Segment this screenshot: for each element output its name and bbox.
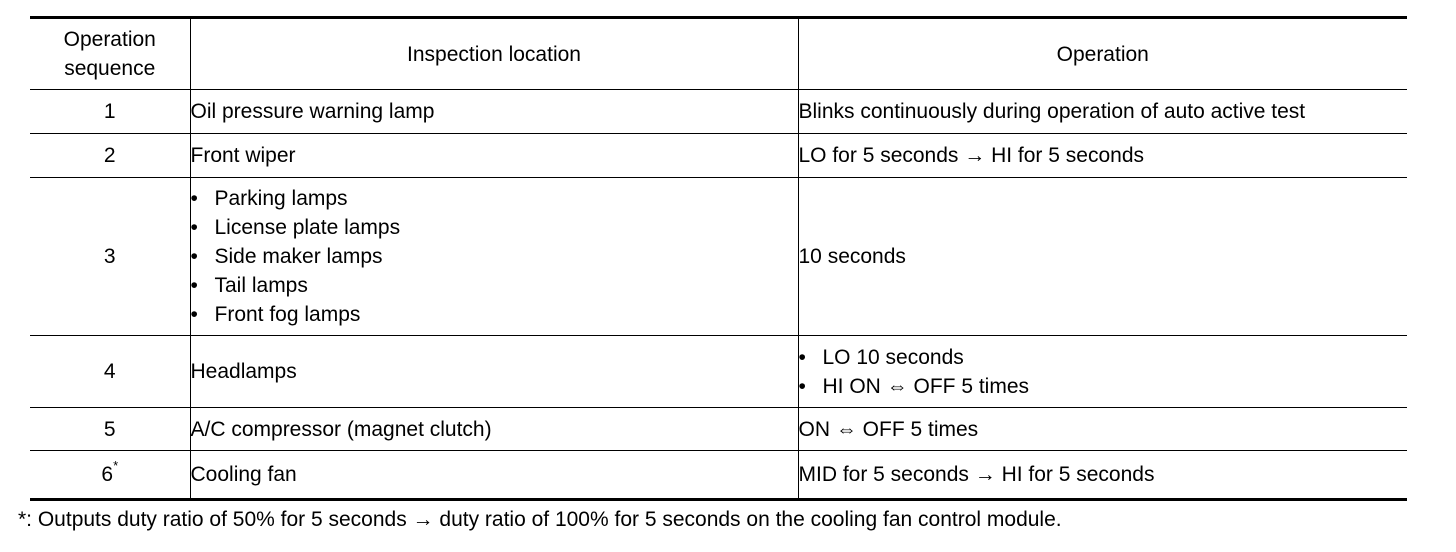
operation-sequence-table (30, 16, 1407, 501)
bullet-icon: • (190, 216, 198, 239)
operation-cell: Blinks continuously during operation of auto active test (798, 90, 1407, 134)
sequence-cell: 1 (30, 90, 190, 134)
header-operation: Operation (798, 18, 1407, 90)
table-header-row (30, 18, 1407, 90)
list-item (191, 242, 798, 271)
sequence-cell: 3 (30, 178, 190, 336)
inspection-location-cell: Cooling fan (190, 451, 798, 500)
sequence-cell: 5 (30, 408, 190, 451)
operation-sequence-table-container (30, 16, 1407, 501)
footnote-marker: * (113, 458, 119, 473)
sequence-cell (30, 451, 190, 500)
table-row (30, 451, 1407, 500)
bullet-icon: • (190, 187, 198, 210)
operation-cell: ON ⇔ OFF 5 times (798, 408, 1407, 451)
inspection-location-cell (190, 178, 798, 336)
table-row (30, 178, 1407, 336)
sequence-number: 6 (101, 463, 114, 486)
list-item-text: HI ON ⇔ OFF 5 times (822, 374, 1030, 398)
inspection-location-cell: A/C compressor (magnet clutch) (190, 408, 798, 451)
table-row (30, 336, 1407, 408)
list-item-text: Tail lamps (214, 274, 308, 297)
operation-cell: LO for 5 seconds → HI for 5 seconds (798, 134, 1407, 178)
table-row (30, 90, 1407, 134)
header-operation-sequence (30, 18, 190, 90)
list-item-text: Front fog lamps (214, 303, 361, 326)
inspection-location-list (191, 184, 798, 329)
operation-cell: MID for 5 seconds → HI for 5 seconds (798, 451, 1407, 500)
list-item (799, 343, 1408, 372)
bullet-icon: • (190, 245, 198, 268)
operation-list (799, 343, 1408, 401)
inspection-location-cell: Front wiper (190, 134, 798, 178)
inspection-location-cell: Oil pressure warning lamp (190, 90, 798, 134)
header-inspection-location: Inspection location (190, 18, 798, 90)
list-item-text: Parking lamps (214, 187, 348, 210)
sequence-cell: 4 (30, 336, 190, 408)
sequence-cell: 2 (30, 134, 190, 178)
table-row (30, 134, 1407, 178)
bullet-icon: • (798, 345, 806, 369)
list-item-text: Side maker lamps (214, 245, 383, 268)
bullet-icon: • (798, 374, 806, 398)
operation-cell: 10 seconds (798, 178, 1407, 336)
header-operation-sequence-label: Operation sequence (63, 28, 156, 80)
list-item (191, 213, 798, 242)
bullet-icon: • (190, 274, 198, 297)
table-footnote: *: Outputs duty ratio of 50% for 5 seconds → duty ratio of 100% for 5 seconds on the cooling fan control module. (18, 508, 1062, 531)
inspection-location-cell: Headlamps (190, 336, 798, 408)
operation-cell (798, 336, 1407, 408)
list-item (191, 184, 798, 213)
bullet-icon: • (190, 303, 198, 326)
table-row (30, 408, 1407, 451)
list-item-text: License plate lamps (214, 216, 401, 239)
list-item (799, 372, 1408, 401)
list-item-text: LO 10 seconds (822, 345, 964, 369)
list-item (191, 271, 798, 300)
list-item (191, 300, 798, 329)
